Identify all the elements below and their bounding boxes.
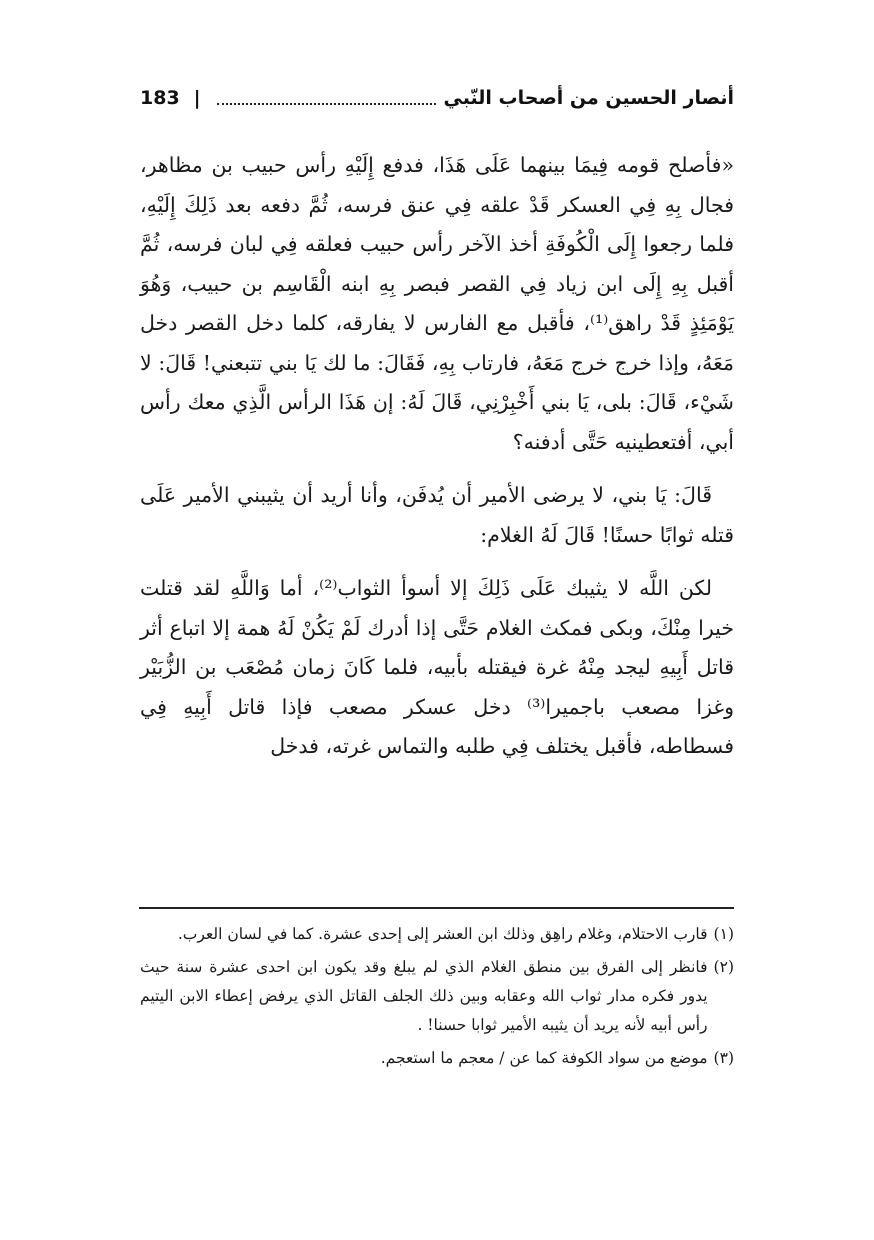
page-number: 183 xyxy=(140,87,180,109)
header-separator: | xyxy=(193,87,201,109)
footnote-number: (٢) xyxy=(713,958,734,976)
footnote-number: (١) xyxy=(713,925,734,943)
paragraph: لكن اللَّه لا يثيبك عَلَى ذَلِكَ إلا أسوأ الثواب⁽²⁾، أما وَاللَّهِ لقد قتلت خيرا مِنْكَ، وبكى فمكث الغلام حَتَّى إذا أدرك لَمْ يَكُنْ لَهُ همة إلا اتباع أثر قاتل أَبِيهِ ليجد مِنْهُ غرة فيقتله بأبيه، فلما كَانَ زمان مُصْعَب بن الزُّبَيْر وغزا مصعب باجميرا⁽³⁾ دخل عسكر مصعب فإذا قاتل أَبِيهِ فِي فسطاطه، فأقبل يختلف فِي طلبه والتماس غرته، فدخل xyxy=(140,576,735,758)
footnote xyxy=(140,953,734,1040)
footnote-number: (٣) xyxy=(713,1049,734,1067)
footnote-text: موضع من سواد الكوفة كما عن / معجم ما استعجم. xyxy=(380,1049,708,1067)
book-title: أنصار الحسين من أصحاب النّبي xyxy=(443,87,734,109)
dotted-leader xyxy=(217,103,436,105)
footnote-text: قارب الاحتلام، وغلام راهِق وذلك ابن العشر إلى إحدى عشرة. كما في لسان العرب. xyxy=(177,925,708,943)
footnote-separator xyxy=(139,907,734,909)
footnote xyxy=(140,920,734,949)
paragraph: «فأصلح قومه فِيمَا بينهما عَلَى هَذَا، فدفع إِلَيْهِ رأس حبيب بن مظاهر، فجال بِهِ فِي العسكر قَدْ علقه فِي عنق فرسه، ثُمَّ دفعه بعد ذَلِكَ إِلَيْهِ، فلما رجعوا إِلَى الْكُوفَةِ أخذ الآخر رأس حبيب فعلقه فِي لبان فرسه، ثُمَّ أقبل بِهِ إِلَى ابن زياد فِي القصر فبصر بِهِ ابنه الْقَاسِم بن حبيب، وَهُوَ يَوْمَئِذٍ قَدْ راهق⁽¹⁾، فأقبل مع الفارس لا يفارقه، كلما دخل القصر دخل مَعَهُ، وإذا خرج خرج مَعَهُ، فارتاب بِهِ، فَقَالَ: ما لك يَا بني تتبعني! قَالَ: لا شَيْء، قَالَ: بلى، يَا بني أَخْبِرْنِي، قَالَ لَهُ: إن هَذَا الرأس الَّذِي معك رأس أبي، أفتعطينيه حَتَّى أدفنه؟ xyxy=(140,153,734,454)
footnote-text: فانظر إلى الفرق بين منطق الغلام الذي لم يبلغ وقد يكون ابن احدى عشرة سنة حيث يدور فكره مدار ثواب الله وعقابه وبين ذلك الجلف القاتل الذي يرفض إعطاء الابن اليتيم رأس أبيه لأنه يريد أن يثيبه الأمير ثوابا حسنا! . xyxy=(140,958,708,1034)
running-header xyxy=(140,78,734,118)
footnotes xyxy=(140,920,734,1077)
paragraph: قَالَ: يَا بني، لا يرضى الأمير أن يُدفَن، وأنا أريد أن يثيبني الأمير عَلَى قتله ثوابًا حسنًا! قَالَ لَهُ الغلام: xyxy=(140,483,734,547)
main-text xyxy=(140,146,734,781)
footnote xyxy=(140,1044,734,1073)
